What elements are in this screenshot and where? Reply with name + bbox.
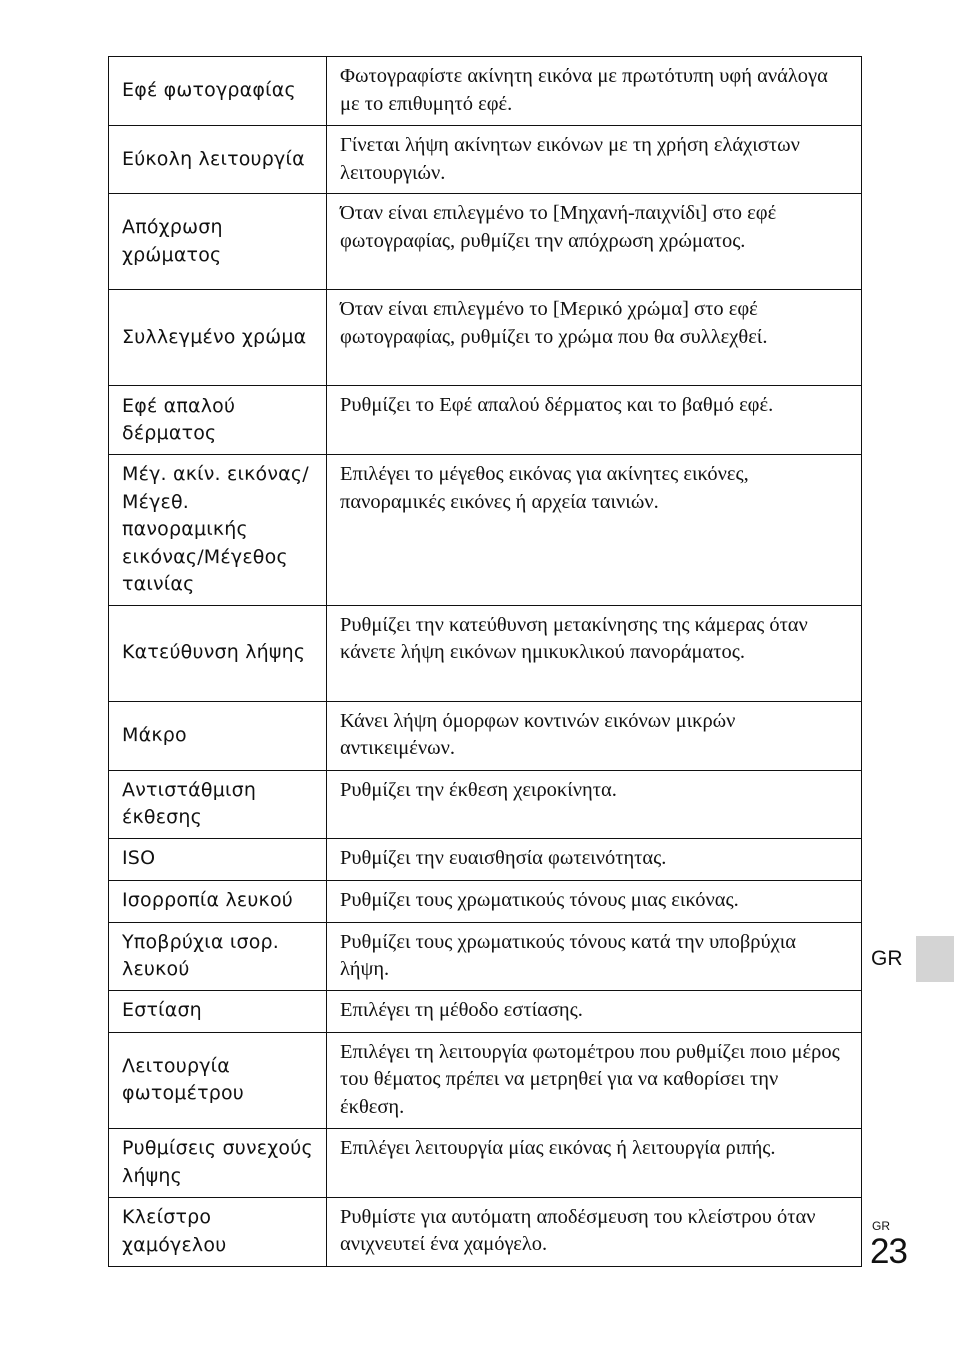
table-row (109, 701, 862, 770)
table-row (109, 57, 862, 126)
table-row (109, 922, 862, 990)
function-description-cell: Ρυθμίζει την ευαισθησία φωτεινότητας. (327, 838, 862, 880)
function-description-cell: Ρυθμίζει την κατεύθυνση μετακίνησης της κάμερας όταν κάνετε λήψη εικόνων ημικυκλικού πανοράματος. (327, 605, 862, 701)
function-description-cell: Επιλέγει τη λειτουργία φωτομέτρου που ρυθμίζει ποιο μέρος του θέματος πρέπει να μετρηθεί για να καθορίσει την έκθεση. (327, 1032, 862, 1128)
table-row (109, 1128, 862, 1197)
function-name-cell: Κατεύθυνση λήψης (109, 605, 327, 701)
function-name-cell: ISO (109, 838, 327, 880)
function-name-cell: Κλείστρο χαμόγελου (109, 1197, 327, 1266)
function-description-cell: Ρυθμίζει το Εφέ απαλού δέρματος και το βαθμό εφέ. (327, 386, 862, 455)
function-name-cell: Μέγ. ακίν. εικόνας/Μέγεθ. πανοραμικής εικόνας/Μέγεθος ταινίας (109, 455, 327, 606)
function-table-body (109, 57, 862, 1267)
function-name-cell: Εφέ απαλού δέρματος (109, 386, 327, 455)
function-description-cell: Επιλέγει λειτουργία μίας εικόνας ή λειτουργία ριπής. (327, 1128, 862, 1197)
language-side-tab (916, 936, 954, 982)
function-description-cell: Ρυθμίστε για αυτόματη αποδέσμευση του κλείστρου όταν ανιχνευτεί ένα χαμόγελο. (327, 1197, 862, 1266)
table-row (109, 1197, 862, 1266)
function-description-cell: Όταν είναι επιλεγμένο το [Μερικό χρώμα] στο εφέ φωτογραφίας, ρυθμίζει το χρώμα που θα συλλεχθεί. (327, 290, 862, 386)
function-name-cell: Υποβρύχια ισορ. λευκού (109, 922, 327, 990)
table-row (109, 838, 862, 880)
table-row (109, 1032, 862, 1128)
function-name-cell: Εφέ φωτογραφίας (109, 57, 327, 126)
function-description-cell: Ρυθμίζει την έκθεση χειροκίνητα. (327, 770, 862, 838)
language-side-label: GR (871, 947, 903, 970)
function-table (108, 56, 862, 1267)
function-description-cell: Επιλέγει το μέγεθος εικόνας για ακίνητες εικόνες, πανοραμικές εικόνες ή αρχεία ταινιών. (327, 455, 862, 606)
function-description-cell: Ρυθμίζει τους χρωματικούς τόνους μιας εικόνας. (327, 880, 862, 922)
function-name-cell: Απόχρωση χρώματος (109, 194, 327, 290)
table-row (109, 455, 862, 606)
table-row (109, 290, 862, 386)
function-description-cell: Γίνεται λήψη ακίνητων εικόνων με τη χρήση ελάχιστων λειτουργιών. (327, 126, 862, 194)
function-name-cell: Ρυθμίσεις συνεχούς λήψης (109, 1128, 327, 1197)
function-description-cell: Όταν είναι επιλεγμένο το [Μηχανή-παιχνίδι] στο εφέ φωτογραφίας, ρυθμίζει την απόχρωση χρώματος. (327, 194, 862, 290)
table-row (109, 194, 862, 290)
page-number: 23 (870, 1232, 907, 1271)
function-description-cell: Επιλέγει τη μέθοδο εστίασης. (327, 990, 862, 1032)
function-name-cell: Συλλεγμένο χρώμα (109, 290, 327, 386)
table-row (109, 880, 862, 922)
function-name-cell: Εστίαση (109, 990, 327, 1032)
table-row (109, 386, 862, 455)
function-description-cell: Ρυθμίζει τους χρωματικούς τόνους κατά την υποβρύχια λήψη. (327, 922, 862, 990)
table-row (109, 770, 862, 838)
page-language-code: GR (872, 1219, 890, 1233)
function-name-cell: Μάκρο (109, 701, 327, 770)
function-name-cell: Εύκολη λειτουργία (109, 126, 327, 194)
function-name-cell: Ισορροπία λευκού (109, 880, 327, 922)
function-description-cell: Φωτογραφίστε ακίνητη εικόνα με πρωτότυπη υφή ανάλογα με το επιθυμητό εφέ. (327, 57, 862, 126)
table-row (109, 126, 862, 194)
function-name-cell: Λειτουργία φωτομέτρου (109, 1032, 327, 1128)
table-row (109, 990, 862, 1032)
function-name-cell: Αντιστάθμιση έκθεσης (109, 770, 327, 838)
table-row (109, 605, 862, 701)
function-description-cell: Κάνει λήψη όμορφων κοντινών εικόνων μικρών αντικειμένων. (327, 701, 862, 770)
